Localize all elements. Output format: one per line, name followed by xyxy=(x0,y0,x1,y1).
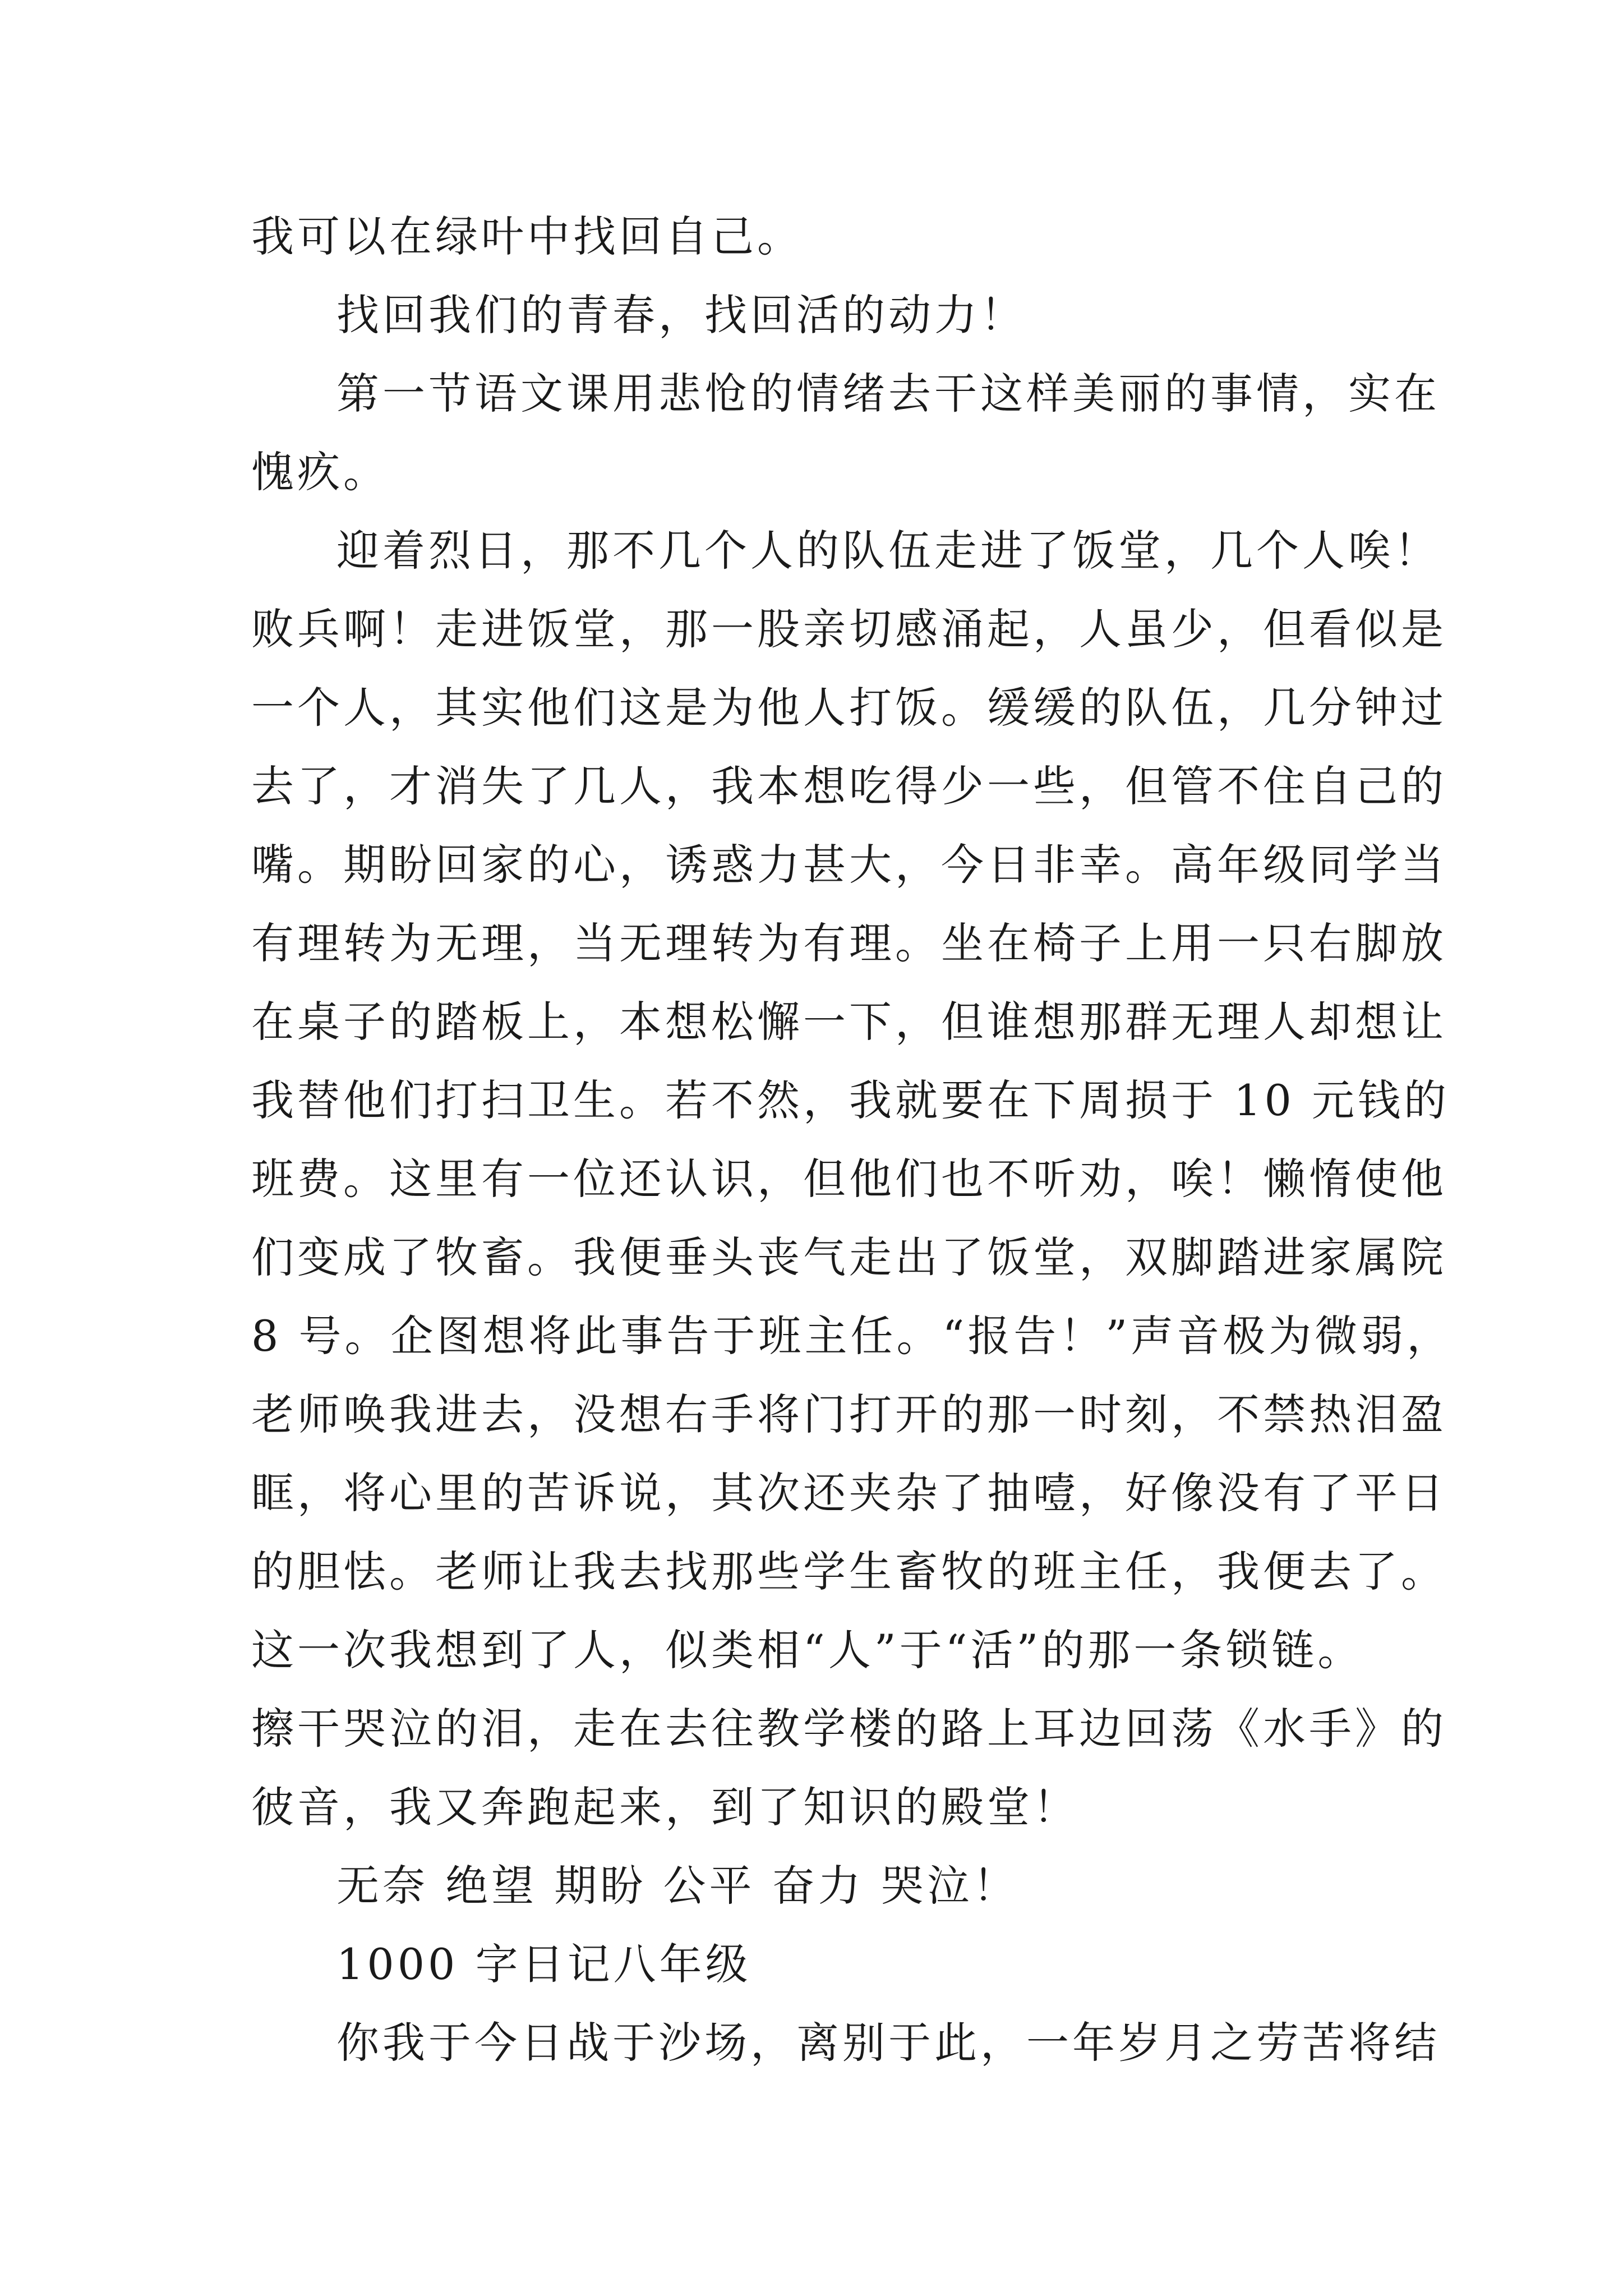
text-line: 的胆怯。老师让我去找那些学生畜牧的班主任，我便去了。 xyxy=(251,1547,1447,1596)
text-line: 彼音，我又奔跑起来，到了知识的殿堂！ xyxy=(251,1782,1079,1832)
text-line: 迎着烈日，那不几个人的队伍走进了饭堂，几个人唉！ xyxy=(336,526,1440,576)
text-line: 你我于今日战于沙场，离别于此，一年岁月之劳苦将结 xyxy=(336,2018,1440,2068)
text-line: 有理转为无理，当无理转为有理。坐在椅子上用一只右脚放 xyxy=(251,918,1447,968)
text-line: 一个人，其实他们这是为他人打饭。缓缓的队伍，几分钟过 xyxy=(251,683,1447,733)
text-line: 班费。这里有一位还认识，但他们也不听劝，唉！懒惰使他 xyxy=(251,1154,1447,1204)
text-line: 我可以在绿叶中找回自己。 xyxy=(251,211,803,261)
text-line: 眶，将心里的苦诉说，其次还夹杂了抽噎，好像没有了平日 xyxy=(251,1468,1447,1518)
text-line: 我替他们打扫卫生。若不然，我就要在下周损于 10 元钱的 xyxy=(251,1075,1450,1125)
text-line: 无奈 绝望 期盼 公平 奋力 哭泣！ xyxy=(336,1861,1019,1911)
text-line: 去了，才消失了几人，我本想吃得少一些，但管不住自己的 xyxy=(251,761,1447,811)
text-line: 嘴。期盼回家的心，诱惑力甚大，今日非幸。高年级同学当 xyxy=(251,840,1447,890)
text-line: 老师唤我进去，没想右手将门打开的那一时刻，不禁热泪盈 xyxy=(251,1389,1447,1439)
text-line: 擦干哭泣的泪，走在去往教学楼的路上耳边回荡《水手》的 xyxy=(251,1704,1447,1754)
text-line: 找回我们的青春，找回活的动力！ xyxy=(336,290,1026,340)
text-line: 愧疚。 xyxy=(251,447,389,497)
text-line: 在桌子的踏板上，本想松懈一下，但谁想那群无理人却想让 xyxy=(251,997,1447,1047)
document-body xyxy=(251,197,1453,2082)
text-line: 第一节语文课用悲怆的情绪去干这样美丽的事情，实在 xyxy=(336,369,1440,418)
text-line: 1000 字日记八年级 xyxy=(336,1939,751,1989)
text-line: 们变成了牧畜。我便垂头丧气走出了饭堂，双脚踏进家属院 xyxy=(251,1232,1447,1282)
text-line: 8 号。企图想将此事告于班主任。“报告！”声音极为微弱， xyxy=(251,1311,1453,1361)
text-line: 败兵啊！走进饭堂，那一股亲切感涌起，人虽少，但看似是 xyxy=(251,604,1447,654)
text-line: 这一次我想到了人，似类相“人”于“活”的那一条锁链。 xyxy=(251,1625,1364,1675)
